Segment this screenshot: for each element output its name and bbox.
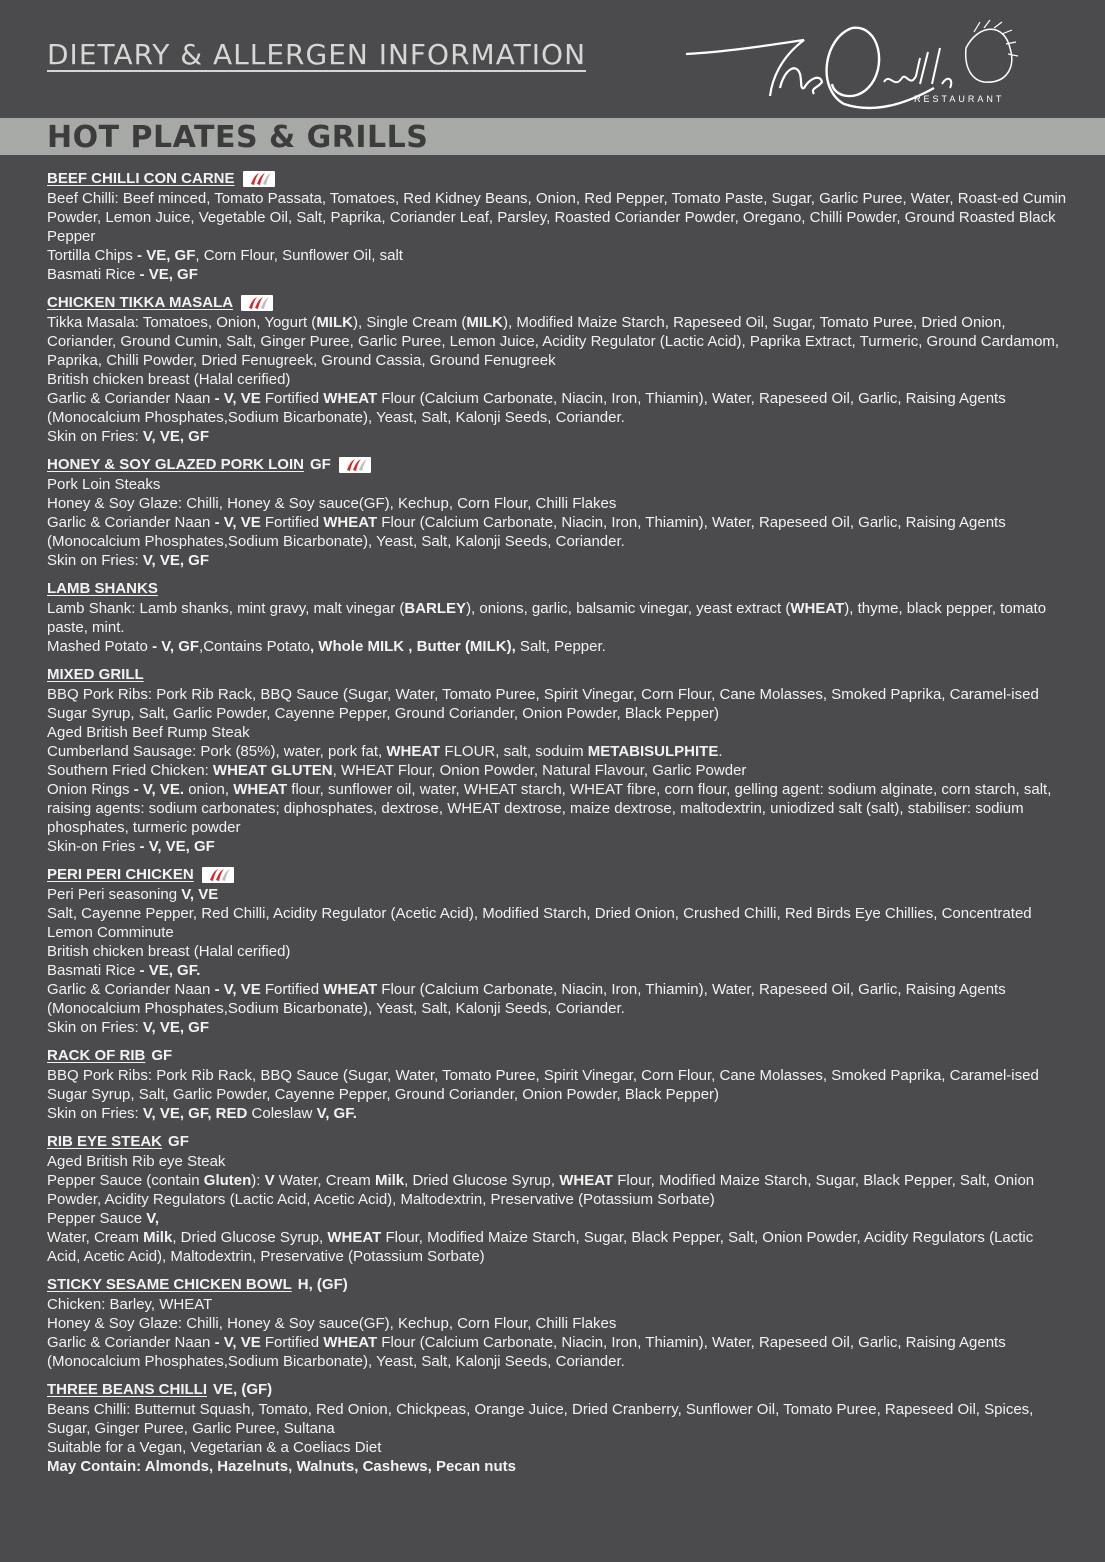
allergen-highlight: - V, VE, GF [139,838,215,855]
ingredient-text: Mashed Potato [47,638,153,655]
menu-item-header [47,578,1067,599]
ingredient-text: Pepper Sauce [47,1210,147,1227]
menu-item [47,292,1067,446]
ingredient-text: British chicken breast (Halal cerified) [47,943,291,960]
menu-item-title: BEEF CHILLI CON CARNE [47,170,235,187]
ingredient-text: Fortified [260,981,324,998]
ingredient-text: Tortilla Chips [47,247,138,264]
allergen-highlight: MILK [466,314,504,331]
allergen-highlight: WHEAT [323,514,378,531]
ingredient-line [47,475,1067,494]
ingredient-text: Flour (Calcium Carbonate, Niacin, Iron, Thiamin), Water, Rapeseed Oil, Garlic, Raising Agents (Monocalcium Phosphates,Sodium Bicarbonate), Yeast, Salt, Kalonji Seeds, Coriander. [47,981,1006,1017]
ingredient-text: Salt, Cayenne Pepper, Red Chilli, Acidity Regulator (Acetic Acid), Modified Starch, Dried Onion, Crushed Chilli, Red Birds Eye Chillies, Concentrated Lemon Comminute [47,905,1032,941]
ingredient-text: Fortified [260,514,324,531]
ingredient-line [47,1171,1067,1209]
chilli-heat-icon [243,171,275,187]
menu-item-title: MIXED GRILL [47,666,144,683]
chilli-heat-icon [241,295,273,311]
menu-item-title: STICKY SESAME CHICKEN BOWL [47,1276,292,1293]
menu-list [47,168,1067,1484]
allergen-highlight: Gluten [203,1172,252,1189]
ingredient-text: Garlic & Coriander Naan [47,1334,215,1351]
svg-text:RESTAURANT: RESTAURANT [914,94,1005,104]
ingredient-line [47,637,1067,656]
allergen-highlight: WHEAT [386,743,441,760]
ingredient-text: ), onions, garlic, balsamic vinegar, yeast extract ( [466,600,791,617]
ingredient-line [47,742,1067,761]
allergen-highlight: WHEAT [233,781,288,798]
allergen-highlight: V [264,1172,275,1189]
ingredient-text: Honey & Soy Glaze: Chilli, Honey & Soy sauce(GF), Kechup, Corn Flour, Chilli Flakes [47,1315,617,1332]
allergen-highlight: - VE, GF [139,266,198,283]
ingredient-text: Flour (Calcium Carbonate, Niacin, Iron, Thiamin), Water, Rapeseed Oil, Garlic, Raising Agents (Monocalcium Phosphates,Sodium Bicarbonate), Yeast, Salt, Kalonji Seeds, Coriander. [47,390,1006,426]
menu-item-header [47,1131,1067,1152]
chilli-heat-icon [202,867,234,883]
ingredient-line [47,723,1067,742]
allergen-highlight: , Whole MILK , Butter (MILK), [309,638,516,655]
ingredient-text: Garlic & Coriander Naan [47,514,215,531]
allergen-highlight: - V, VE. [133,781,185,798]
ingredient-line [47,246,1067,265]
ingredient-text: Pepper Sauce (contain [47,1172,204,1189]
menu-item-header [47,1379,1067,1400]
ingredient-text: , Corn Flour, Sunflower Oil, salt [195,247,403,264]
ingredient-text: Basmati Rice [47,266,140,283]
menu-item-header [47,664,1067,685]
ingredient-text: ), Modified Maize Starch, Rapeseed Oil, Sugar, Tomato Puree, Dried Onion, Coriander, Ground Cumin, Salt, Ginger Puree, Garlic Puree, Lemon Juice, Acidity Regulator (Lactic Acid), Paprika Extract, Turmeric, Ground Cardamom, Paprika, Chilli Powder, Dried Fenugreek, Ground Cassia, Ground Fenugreek [47,314,1060,369]
ingredient-line [47,1457,1067,1476]
ingredient-text: flour, sunflower oil, water, WHEAT starch, WHEAT fibre, corn flour, gelling agent: sodium alginate, corn starch, salt, raising agents: sodium carbonates; diphosphates, dextrose, WHEAT dextrose, maize dextrose, maltodextrin, uniodized salt (salt), stabiliser: sodium phosphates, turmeric powder [47,781,1052,836]
ingredient-text: ), thyme, black pepper, tomato paste, mint. [47,600,1047,636]
ingredient-text: Fortified [260,390,324,407]
ingredient-text: Pork Loin Steaks [47,476,161,493]
ingredient-line [47,1066,1067,1104]
menu-item-tags: GF [168,1133,189,1150]
ingredient-text: Water, Cream [274,1172,375,1189]
ingredient-line [47,265,1067,284]
ingredient-line [47,980,1067,1018]
quills-logo-icon [684,18,1034,114]
allergen-highlight: WHEAT GLUTEN [212,762,333,779]
section-title: HOT PLATES & GRILLS [47,120,429,155]
ingredient-line [47,1228,1067,1266]
allergen-highlight: V, VE, GF [142,428,210,445]
menu-item [47,664,1067,856]
menu-item-title: PERI PERI CHICKEN [47,866,194,883]
ingredient-line [47,389,1067,427]
ingredient-text: Cumberland Sausage: Pork (85%), water, pork fat, [47,743,387,760]
ingredient-text: FLOUR, salt, soduim [440,743,588,760]
ingredient-text: British chicken breast (Halal cerified) [47,371,291,388]
ingredient-text: Water, Cream [47,1229,144,1246]
ingredient-text: Skin on Fries: [47,1105,143,1122]
restaurant-logo [684,18,1034,114]
ingredient-text: Beef Chilli: Beef minced, Tomato Passata, Tomatoes, Red Kidney Beans, Onion, Red Pepper, Tomato Paste, Sugar, Garlic Puree, Water, Roast-ed Cumin Powder, Lemon Juice, Vegetable Oil, Salt, Paprika, Coriander Leaf, Parsley, Roasted Coriander Powder, Oregano, Chilli Powder, Ground Roasted Black Pepper [47,190,1067,245]
ingredient-line [47,837,1067,856]
ingredient-text: , Dried Glucose Syrup, [172,1229,328,1246]
ingredient-text: Fortified [260,1334,324,1351]
ingredient-line [47,427,1067,446]
ingredient-text: BBQ Pork Ribs: Pork Rib Rack, BBQ Sauce (Sugar, Water, Tomato Puree, Spirit Vinegar, Corn Flour, Cane Molasses, Smoked Paprika, Caramel-ised Sugar Syrup, Salt, Garlic Powder, Cayenne Pepper, Ground Coriander, Onion Powder, Black Pepper) [47,1067,1039,1103]
ingredient-line [47,942,1067,961]
ingredient-line [47,1295,1067,1314]
allergen-highlight: - V, VE [214,514,261,531]
ingredient-text: onion, [184,781,234,798]
menu-item-tags: VE, (GF) [213,1381,273,1398]
menu-item [47,864,1067,1037]
ingredient-text: BBQ Pork Ribs: Pork Rib Rack, BBQ Sauce (Sugar, Water, Tomato Puree, Spirit Vinegar, Corn Flour, Cane Molasses, Smoked Paprika, Caramel-ised Sugar Syrup, Salt, Garlic Powder, Cayenne Pepper, Ground Coriander, Onion Powder, Black Pepper) [47,686,1039,722]
allergen-highlight: V, VE, GF, RED [142,1105,248,1122]
ingredient-text: Beans Chilli: Butternut Squash, Tomato, Red Onion, Chickpeas, Orange Juice, Dried Cranberry, Sunflower Oil, Tomato Puree, Rapeseed Oil, Spices, Sugar, Ginger Puree, Garlic Puree, Sultana [47,1401,1034,1437]
ingredient-text: ), Single Cream ( [352,314,467,331]
menu-item [47,168,1067,284]
ingredient-text: Garlic & Coriander Naan [47,390,215,407]
ingredient-text: Skin on Fries: [47,1019,143,1036]
allergen-highlight: - V, VE [214,1334,261,1351]
menu-item [47,578,1067,656]
menu-item-title: LAMB SHANKS [47,580,158,597]
ingredient-line [47,1333,1067,1371]
ingredient-text: Tikka Masala: Tomatoes, Onion, Yogurt ( [47,314,317,331]
allergen-highlight: METABISULPHITE [587,743,719,760]
allergen-highlight: V, GF. [316,1105,357,1122]
allergen-highlight: WHEAT [323,1334,378,1351]
ingredient-line [47,961,1067,980]
allergen-highlight: WHEAT [323,390,378,407]
ingredient-text: Garlic & Coriander Naan [47,981,215,998]
allergen-highlight: Milk [143,1229,173,1246]
menu-item [47,454,1067,570]
ingredient-line [47,885,1067,904]
ingredient-text: Peri Peri seasoning [47,886,182,903]
allergen-highlight: - V, GF [152,638,200,655]
ingredient-line [47,780,1067,837]
ingredient-line [47,1400,1067,1438]
allergen-highlight: WHEAT [323,981,378,998]
menu-item [47,1131,1067,1266]
menu-item-header [47,864,1067,885]
allergen-highlight: BARLEY [404,600,467,617]
allergen-highlight: MILK [316,314,353,331]
ingredient-text: Flour (Calcium Carbonate, Niacin, Iron, Thiamin), Water, Rapeseed Oil, Garlic, Raising Agents (Monocalcium Phosphates,Sodium Bicarbonate), Yeast, Salt, Kalonji Seeds, Coriander. [47,514,1006,550]
allergen-highlight: May Contain: Almonds, Hazelnuts, Walnuts, Cashews, Pecan nuts [47,1458,516,1475]
ingredient-line [47,494,1067,513]
ingredient-line [47,189,1067,246]
menu-item-title: HONEY & SOY GLAZED PORK LOIN [47,456,304,473]
ingredient-line [47,1438,1067,1457]
menu-item-header [47,454,1067,475]
menu-item-tags: H, (GF) [297,1276,348,1293]
menu-item-header [47,292,1067,313]
allergen-highlight: V, VE, GF [142,1019,210,1036]
ingredient-text: ): [251,1172,265,1189]
ingredient-text: Skin on Fries: [47,428,143,445]
ingredient-text: Lamb Shank: Lamb shanks, mint gravy, malt vinegar ( [47,600,405,617]
ingredient-text: Southern Fried Chicken: [47,762,213,779]
ingredient-text: Suitable for a Vegan, Vegetarian & a Coeliacs Diet [47,1439,382,1456]
ingredient-text: Chicken: Barley, WHEAT [47,1296,213,1313]
allergen-highlight: V, VE [181,886,219,903]
allergen-highlight: WHEAT [559,1172,614,1189]
ingredient-text: Salt, Pepper. [515,638,606,655]
ingredient-line [47,1314,1067,1333]
ingredient-line [47,599,1067,637]
ingredient-text: Honey & Soy Glaze: Chilli, Honey & Soy sauce(GF), Kechup, Corn Flour, Chilli Flakes [47,495,617,512]
ingredient-line [47,1209,1067,1228]
allergen-highlight: - VE, GF [137,247,196,264]
ingredient-text: Skin on Fries: [47,552,143,569]
ingredient-text: Flour (Calcium Carbonate, Niacin, Iron, Thiamin), Water, Rapeseed Oil, Garlic, Raising Agents (Monocalcium Phosphates,Sodium Bicarbonate), Yeast, Salt, Kalonji Seeds, Coriander. [47,1334,1006,1370]
menu-item-header [47,1274,1067,1295]
menu-item-tags: GF [309,456,331,473]
page-title: DIETARY & ALLERGEN INFORMATION [47,38,587,71]
menu-item-tags: GF [151,1047,173,1064]
ingredient-text: , Dried Glucose Syrup, [404,1172,560,1189]
ingredient-text: , WHEAT Flour, Onion Powder, Natural Flavour, Garlic Powder [332,762,747,779]
ingredient-text: Flour, Modified Maize Starch, Sugar, Black Pepper, Salt, Onion Powder, Acidity Regulators (Lactic Acid, Acetic Acid), Maltodextrin, Preservative (Potassium Sorbate) [47,1172,1035,1208]
allergen-highlight: - VE, GF. [139,962,201,979]
menu-item-header [47,168,1067,189]
ingredient-line [47,1018,1067,1037]
ingredient-line [47,761,1067,780]
ingredient-text: Coleslaw [247,1105,317,1122]
ingredient-line [47,904,1067,942]
ingredient-line [47,1104,1067,1123]
ingredient-text: ,Contains Potato [199,638,310,655]
ingredient-line [47,685,1067,723]
ingredient-text: Skin-on Fries [47,838,140,855]
allergen-highlight: WHEAT [327,1229,382,1246]
ingredient-text: Flour, Modified Maize Starch, Sugar, Black Pepper, Salt, Onion Powder, Acidity Regulators (Lactic Acid, Acetic Acid), Maltodextrin, Preservative (Potassium Sorbate) [47,1229,1034,1265]
allergen-highlight: V, [146,1210,160,1227]
ingredient-line [47,313,1067,370]
menu-item [47,1045,1067,1123]
allergen-highlight: Milk [374,1172,405,1189]
allergen-highlight: V, VE, GF [142,552,210,569]
ingredient-line [47,513,1067,551]
menu-item-title: THREE BEANS CHILLI [47,1381,208,1398]
ingredient-text: Aged British Beef Rump Steak [47,724,250,741]
menu-item [47,1274,1067,1371]
ingredient-line [47,551,1067,570]
allergen-highlight: - V, VE [214,390,261,407]
ingredient-text: Aged British Rib eye Steak [47,1153,226,1170]
menu-item-title: RIB EYE STEAK [47,1133,163,1150]
menu-item-title: RACK OF RIB [47,1047,146,1064]
menu-item [47,1379,1067,1476]
allergen-highlight: - V, VE [214,981,261,998]
ingredient-text: Basmati Rice [47,962,140,979]
ingredient-line [47,1152,1067,1171]
menu-item-header [47,1045,1067,1066]
menu-item-title: CHICKEN TIKKA MASALA [47,294,234,311]
allergen-highlight: WHEAT [790,600,845,617]
ingredient-line [47,370,1067,389]
chilli-heat-icon [339,457,371,473]
ingredient-text: . [718,743,723,760]
ingredient-text: Onion Rings [47,781,134,798]
